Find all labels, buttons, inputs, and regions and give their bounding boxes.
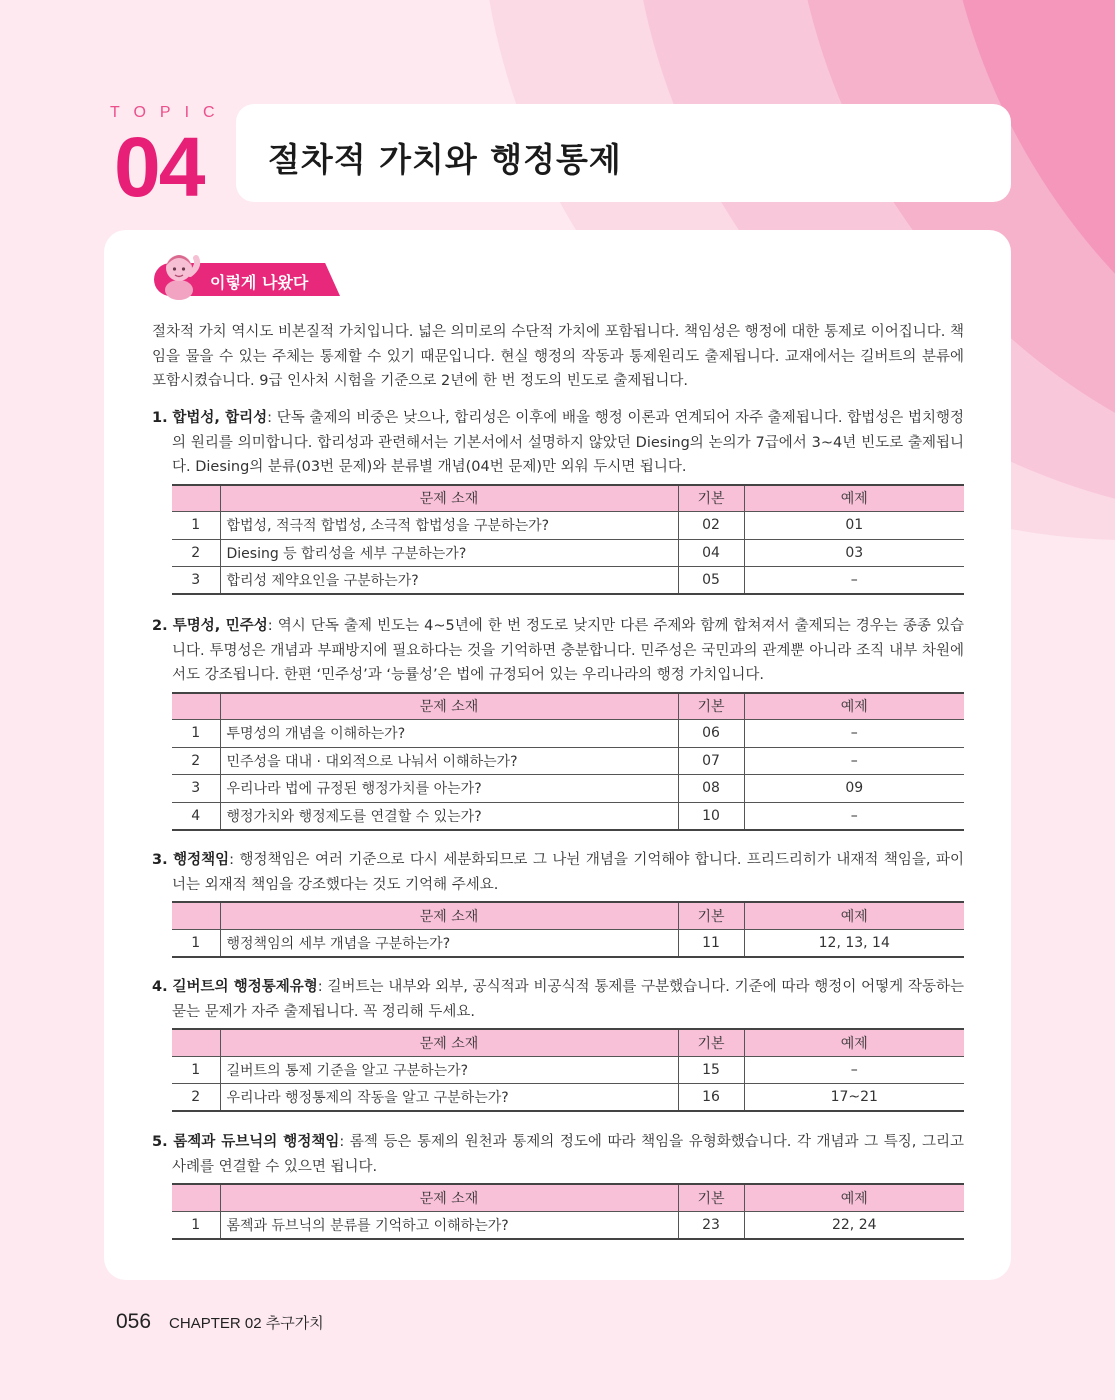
- row-number: 1: [172, 929, 220, 957]
- page-title: 절차적 가치와 행정통제: [268, 140, 622, 179]
- row-example: –: [744, 802, 964, 830]
- row-example: 01: [744, 512, 964, 540]
- header-topic: 문제 소재: [220, 902, 678, 929]
- header-blank: [172, 1029, 220, 1056]
- header-blank: [172, 693, 220, 720]
- row-number: 3: [172, 775, 220, 803]
- row-basic: 07: [678, 747, 744, 775]
- row-example: 09: [744, 775, 964, 803]
- row-example: 17~21: [744, 1084, 964, 1112]
- row-example: 12, 13, 14: [744, 929, 964, 957]
- table-header-row: [172, 1029, 964, 1056]
- header-example: 예제: [744, 485, 964, 512]
- row-topic: 합법성, 적극적 합법성, 소극적 합법성을 구분하는가?: [220, 512, 678, 540]
- row-basic: 10: [678, 802, 744, 830]
- row-topic: 우리나라 법에 규정된 행정가치를 아는가?: [220, 775, 678, 803]
- question-table: [172, 692, 964, 831]
- header-basic: 기본: [678, 485, 744, 512]
- header-topic: 문제 소재: [220, 1184, 678, 1211]
- section-description: [152, 1130, 964, 1179]
- table-row: [172, 720, 964, 748]
- row-example: –: [744, 567, 964, 595]
- section-heading: 행정책임: [173, 852, 230, 868]
- row-topic: 행정책임의 세부 개념을 구분하는가?: [220, 929, 678, 957]
- table-row: [172, 539, 964, 567]
- section-text: : 행정책임은 여러 기준으로 다시 세분화되므로 그 나뉜 개념을 기억해야 합니다. 프리드리히가 내재적 책임을, 파이너는 외재적 책임을 강조했다는 것도 기억해 주세요.: [172, 852, 965, 893]
- header-blank: [172, 902, 220, 929]
- header-topic: 문제 소재: [220, 1029, 678, 1056]
- table-row: [172, 1084, 964, 1112]
- header-example: 예제: [744, 1029, 964, 1056]
- section-3: [152, 848, 964, 958]
- table-header-row: [172, 902, 964, 929]
- row-example: 22, 24: [744, 1211, 964, 1239]
- section-4: [152, 975, 964, 1112]
- section-5: [152, 1130, 964, 1240]
- section-heading: 합법성, 합리성: [172, 410, 268, 426]
- table-row: [172, 1211, 964, 1239]
- table-header-row: [172, 485, 964, 512]
- section-text: : 길버트는 내부와 외부, 공식적과 비공식적 통제를 구분했습니다. 기준에 따라 행정이 어떻게 작동하는 묻는 문제가 자주 출제됩니다. 꼭 정리해 두세요.: [172, 979, 965, 1020]
- header-blank: [172, 485, 220, 512]
- row-topic: 롬젝과 듀브닉의 분류를 기억하고 이해하는가?: [220, 1211, 678, 1239]
- row-topic: 길버트의 통제 기준을 알고 구분하는가?: [220, 1056, 678, 1084]
- section-text: : 단독 출제의 비중은 낮으나, 합리성은 이후에 배울 행정 이론과 연계되어 자주 출제됩니다. 합법성은 법치행정의 원리를 의미합니다. 합리성과 관련해서는 기본서에서 설명하지 않았던 Diesing의 논의가 7급에서 3~4년 빈도로 출제됩니다. Diesing의 분류(03번 문제)와 분류별 개념(04번 문제)만 외워 두시면 됩니다.: [172, 410, 964, 475]
- row-number: 3: [172, 567, 220, 595]
- title-bar: [236, 104, 1011, 202]
- question-table: [172, 1028, 964, 1112]
- row-topic: 합리성 제약요인을 구분하는가?: [220, 567, 678, 595]
- row-number: 1: [172, 512, 220, 540]
- intro-paragraph: 절차적 가치 역시도 비본질적 가치입니다. 넓은 의미로의 수단적 가치에 포함됩니다. 책임성은 행정에 대한 통제로 이어집니다. 책임을 물을 수 있는 주체는 통제할 수 있기 때문입니다. 현실 행정의 작동과 통제원리도 출제됩니다. 교재에서는 길버트의 분류에 포함시켰습니다. 9급 인사처 시험을 기준으로 2년에 한 번 정도의 빈도로 출제됩니다.: [152, 324, 964, 389]
- section-number: 3.: [152, 852, 168, 868]
- header-example: 예제: [744, 693, 964, 720]
- topic-number: 04: [114, 120, 204, 214]
- row-basic: 16: [678, 1084, 744, 1112]
- table-header-row: [172, 693, 964, 720]
- row-topic: 행정가치와 행정제도를 연결할 수 있는가?: [220, 802, 678, 830]
- row-topic: Diesing 등 합리성을 세부 구분하는가?: [220, 539, 678, 567]
- section-description: [152, 614, 964, 688]
- row-example: –: [744, 1056, 964, 1084]
- section-heading: 투명성, 민주성: [172, 618, 268, 634]
- chapter-label: CHAPTER 02 추구가치: [169, 1315, 324, 1332]
- table-row: [172, 512, 964, 540]
- table-row: [172, 929, 964, 957]
- question-table: [172, 1183, 964, 1240]
- row-basic: 15: [678, 1056, 744, 1084]
- row-number: 1: [172, 1211, 220, 1239]
- section-number: 1.: [152, 410, 168, 426]
- character-icon: [158, 248, 204, 300]
- row-number: 2: [172, 1084, 220, 1112]
- row-number: 2: [172, 539, 220, 567]
- header-example: 예제: [744, 902, 964, 929]
- row-basic: 11: [678, 929, 744, 957]
- section-text: : 역시 단독 출제 빈도는 4~5년에 한 번 정도로 낮지만 다른 주제와 함께 합쳐져서 출제되는 경우는 종종 있습니다. 투명성은 개념과 부패방지에 필요하다는 것을 기억하면 충분합니다. 민주성은 국민과의 관계뿐 아니라 조직 내부 차원에서도 강조됩니다. 한편 ‘민주성’과 ‘능률성’은 법에 규정되어 있는 우리나라의 행정 가치입니다.: [172, 618, 964, 683]
- header-example: 예제: [744, 1184, 964, 1211]
- table-row: [172, 775, 964, 803]
- table-row: [172, 802, 964, 830]
- section-heading: 길버트의 행정통제유형: [172, 979, 318, 995]
- section-number: 4.: [152, 979, 168, 995]
- row-number: 2: [172, 747, 220, 775]
- row-topic: 우리나라 행정통제의 작동을 알고 구분하는가?: [220, 1084, 678, 1112]
- badge-label: 이렇게 나왔다: [210, 273, 309, 292]
- table-row: [172, 747, 964, 775]
- section-text: : 롬젝 등은 통제의 원천과 통제의 정도에 따라 책임을 유형화했습니다. 각 개념과 그 특징, 그리고 사례를 연결할 수 있으면 됩니다.: [172, 1134, 964, 1175]
- section-2: [152, 614, 964, 831]
- row-example: –: [744, 720, 964, 748]
- section-description: [152, 406, 964, 480]
- table-header-row: [172, 1184, 964, 1211]
- table-row: [172, 1056, 964, 1084]
- row-example: 03: [744, 539, 964, 567]
- page-footer: [116, 1310, 324, 1334]
- section-badge: [152, 248, 342, 302]
- content-card: [104, 230, 1011, 1280]
- row-basic: 05: [678, 567, 744, 595]
- section-description: [152, 848, 964, 897]
- row-basic: 02: [678, 512, 744, 540]
- row-basic: 23: [678, 1211, 744, 1239]
- page-number: 056: [116, 1310, 152, 1333]
- row-topic: 민주성을 대내 · 대외적으로 나눠서 이해하는가?: [220, 747, 678, 775]
- section-number: 2.: [152, 618, 168, 634]
- header-topic: 문제 소재: [220, 693, 678, 720]
- header-basic: 기본: [678, 1184, 744, 1211]
- section-1: [152, 406, 964, 595]
- row-topic: 투명성의 개념을 이해하는가?: [220, 720, 678, 748]
- row-number: 1: [172, 720, 220, 748]
- section-number: 5.: [152, 1134, 168, 1150]
- header-basic: 기본: [678, 693, 744, 720]
- row-example: –: [744, 747, 964, 775]
- header-blank: [172, 1184, 220, 1211]
- row-number: 1: [172, 1056, 220, 1084]
- row-basic: 04: [678, 539, 744, 567]
- row-number: 4: [172, 802, 220, 830]
- row-basic: 06: [678, 720, 744, 748]
- row-basic: 08: [678, 775, 744, 803]
- header-topic: 문제 소재: [220, 485, 678, 512]
- table-row: [172, 567, 964, 595]
- question-table: [172, 484, 964, 596]
- question-table: [172, 901, 964, 958]
- section-description: [152, 975, 964, 1024]
- header-basic: 기본: [678, 1029, 744, 1056]
- section-heading: 롬젝과 듀브닉의 행정책임: [173, 1134, 340, 1150]
- header-basic: 기본: [678, 902, 744, 929]
- topic-label: TOPIC: [110, 104, 229, 121]
